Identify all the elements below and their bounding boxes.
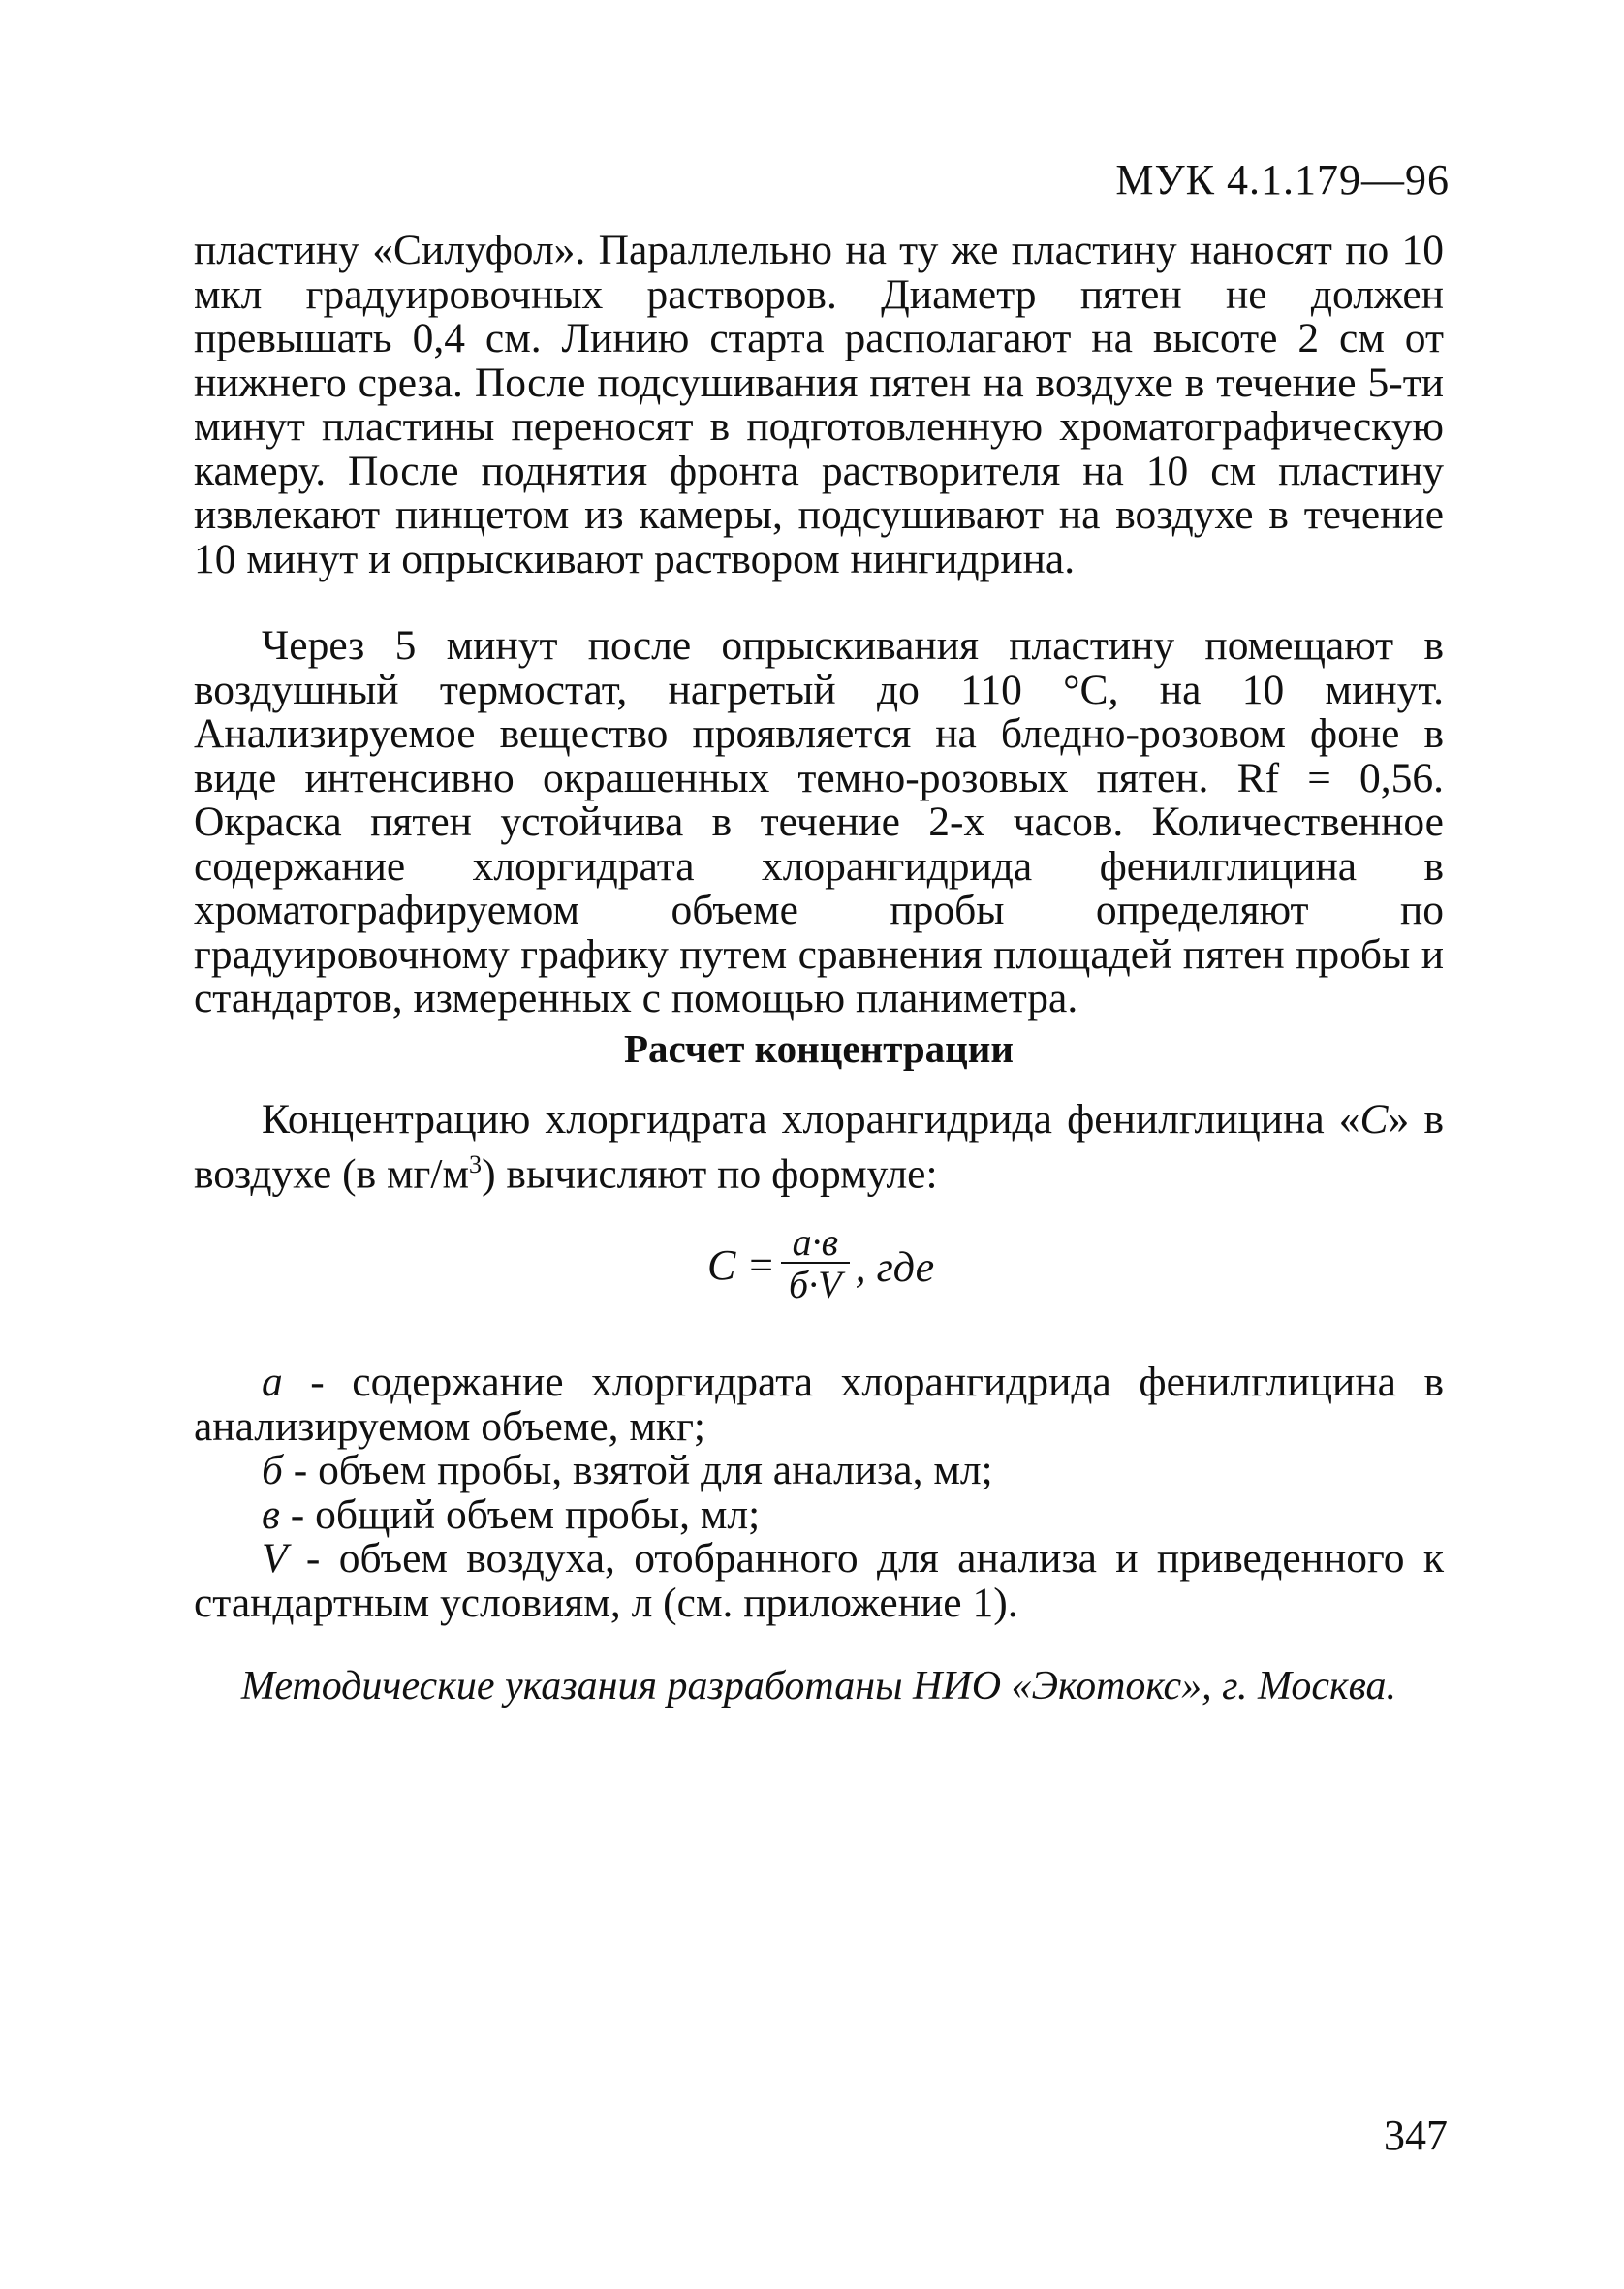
definition-item xyxy=(194,1490,1444,1538)
definition-text: - общий объем пробы, мл; xyxy=(279,1490,761,1538)
formula-numerator: а·в xyxy=(792,1220,839,1264)
section-heading: Расчет концентрации xyxy=(623,1026,1015,1071)
definition-symbol: V xyxy=(262,1535,288,1582)
paragraph-1-text: пластину «Силуфол». Параллельно на ту же пластину наносят по 10 мкл градуировочных растворов. Диаметр пятен не должен превышать 0,4 см. Линию старта располагают на высоте 2 см от нижнего среза. После подсушивания пятен на воздухе в течение 5-ти минут пластины переносят в подготовленную хроматографическую камеру. После поднятия фронта растворителя на 10 см пластину извлекают пинцетом из камеры, подсушивают на воздухе в течение 10 минут и опрыскивают раствором нингидрина. xyxy=(194,227,1444,582)
paragraph-3 xyxy=(194,1098,1444,1197)
definition-item xyxy=(194,1361,1444,1449)
paragraph-2-text: Через 5 минут после опрыскивания пластину помещают в воздушный термостат, нагретый до 110 °С, на 10 минут. Анализируемое вещество проявляется на бледно-розовом фоне в виде интенсивно окрашенных темно-розовых пятен. Rf = 0,56. Окраска пятен устойчива в течение 2-х часов. Количественное содержание хлоргидрата хлорангидрида фенилглицина в хроматографируемом объеме пробы определяют по градуировочному графику путем сравнения площадей пятен пробы и стандартов, измеренных с помощью планиметра. xyxy=(194,622,1444,1021)
definitions-list xyxy=(194,1361,1444,1625)
definition-item xyxy=(194,1537,1444,1625)
paragraph-2 xyxy=(194,624,1444,1021)
definition-item xyxy=(194,1449,1444,1493)
formula-suffix: , где xyxy=(855,1242,935,1291)
page-number: 347 xyxy=(1384,2112,1448,2159)
paragraph-3-text xyxy=(194,1098,1444,1197)
document-code-header: МУК 4.1.179—96 xyxy=(1115,156,1450,204)
concentration-formula xyxy=(707,1220,935,1306)
p3-superscript: 3 xyxy=(469,1149,483,1178)
formula-fraction xyxy=(781,1220,850,1306)
formula-lhs: С = xyxy=(707,1240,776,1289)
definition-text: - объем воздуха, отобранного для анализа и приведенного к стандартным условиям, л (см. приложение 1). xyxy=(194,1535,1444,1626)
p3-variable: С xyxy=(1359,1096,1389,1143)
definition-symbol: б xyxy=(262,1447,283,1493)
definition-symbol: в xyxy=(262,1490,280,1538)
definition-symbol: а xyxy=(262,1359,283,1405)
p3-before: Концентрацию хлоргидрата хлорангидрида фенилглицина « xyxy=(262,1096,1360,1143)
paragraph-1 xyxy=(194,229,1444,581)
definition-text: - объем пробы, взятой для анализа, мл; xyxy=(282,1447,993,1493)
p3-middle: » в воздухе (в мг/м xyxy=(194,1096,1444,1197)
p3-after: ) вычисляют по формуле: xyxy=(482,1150,938,1197)
formula-denominator: б·V xyxy=(781,1262,850,1306)
definition-text: - содержание хлоргидрата хлорангидрида фенилглицина в анализируемом объеме, мкг; xyxy=(194,1359,1444,1450)
developer-note: Методические указания разработаны НИО «Экотокс», г. Москва. xyxy=(240,1664,1397,1709)
